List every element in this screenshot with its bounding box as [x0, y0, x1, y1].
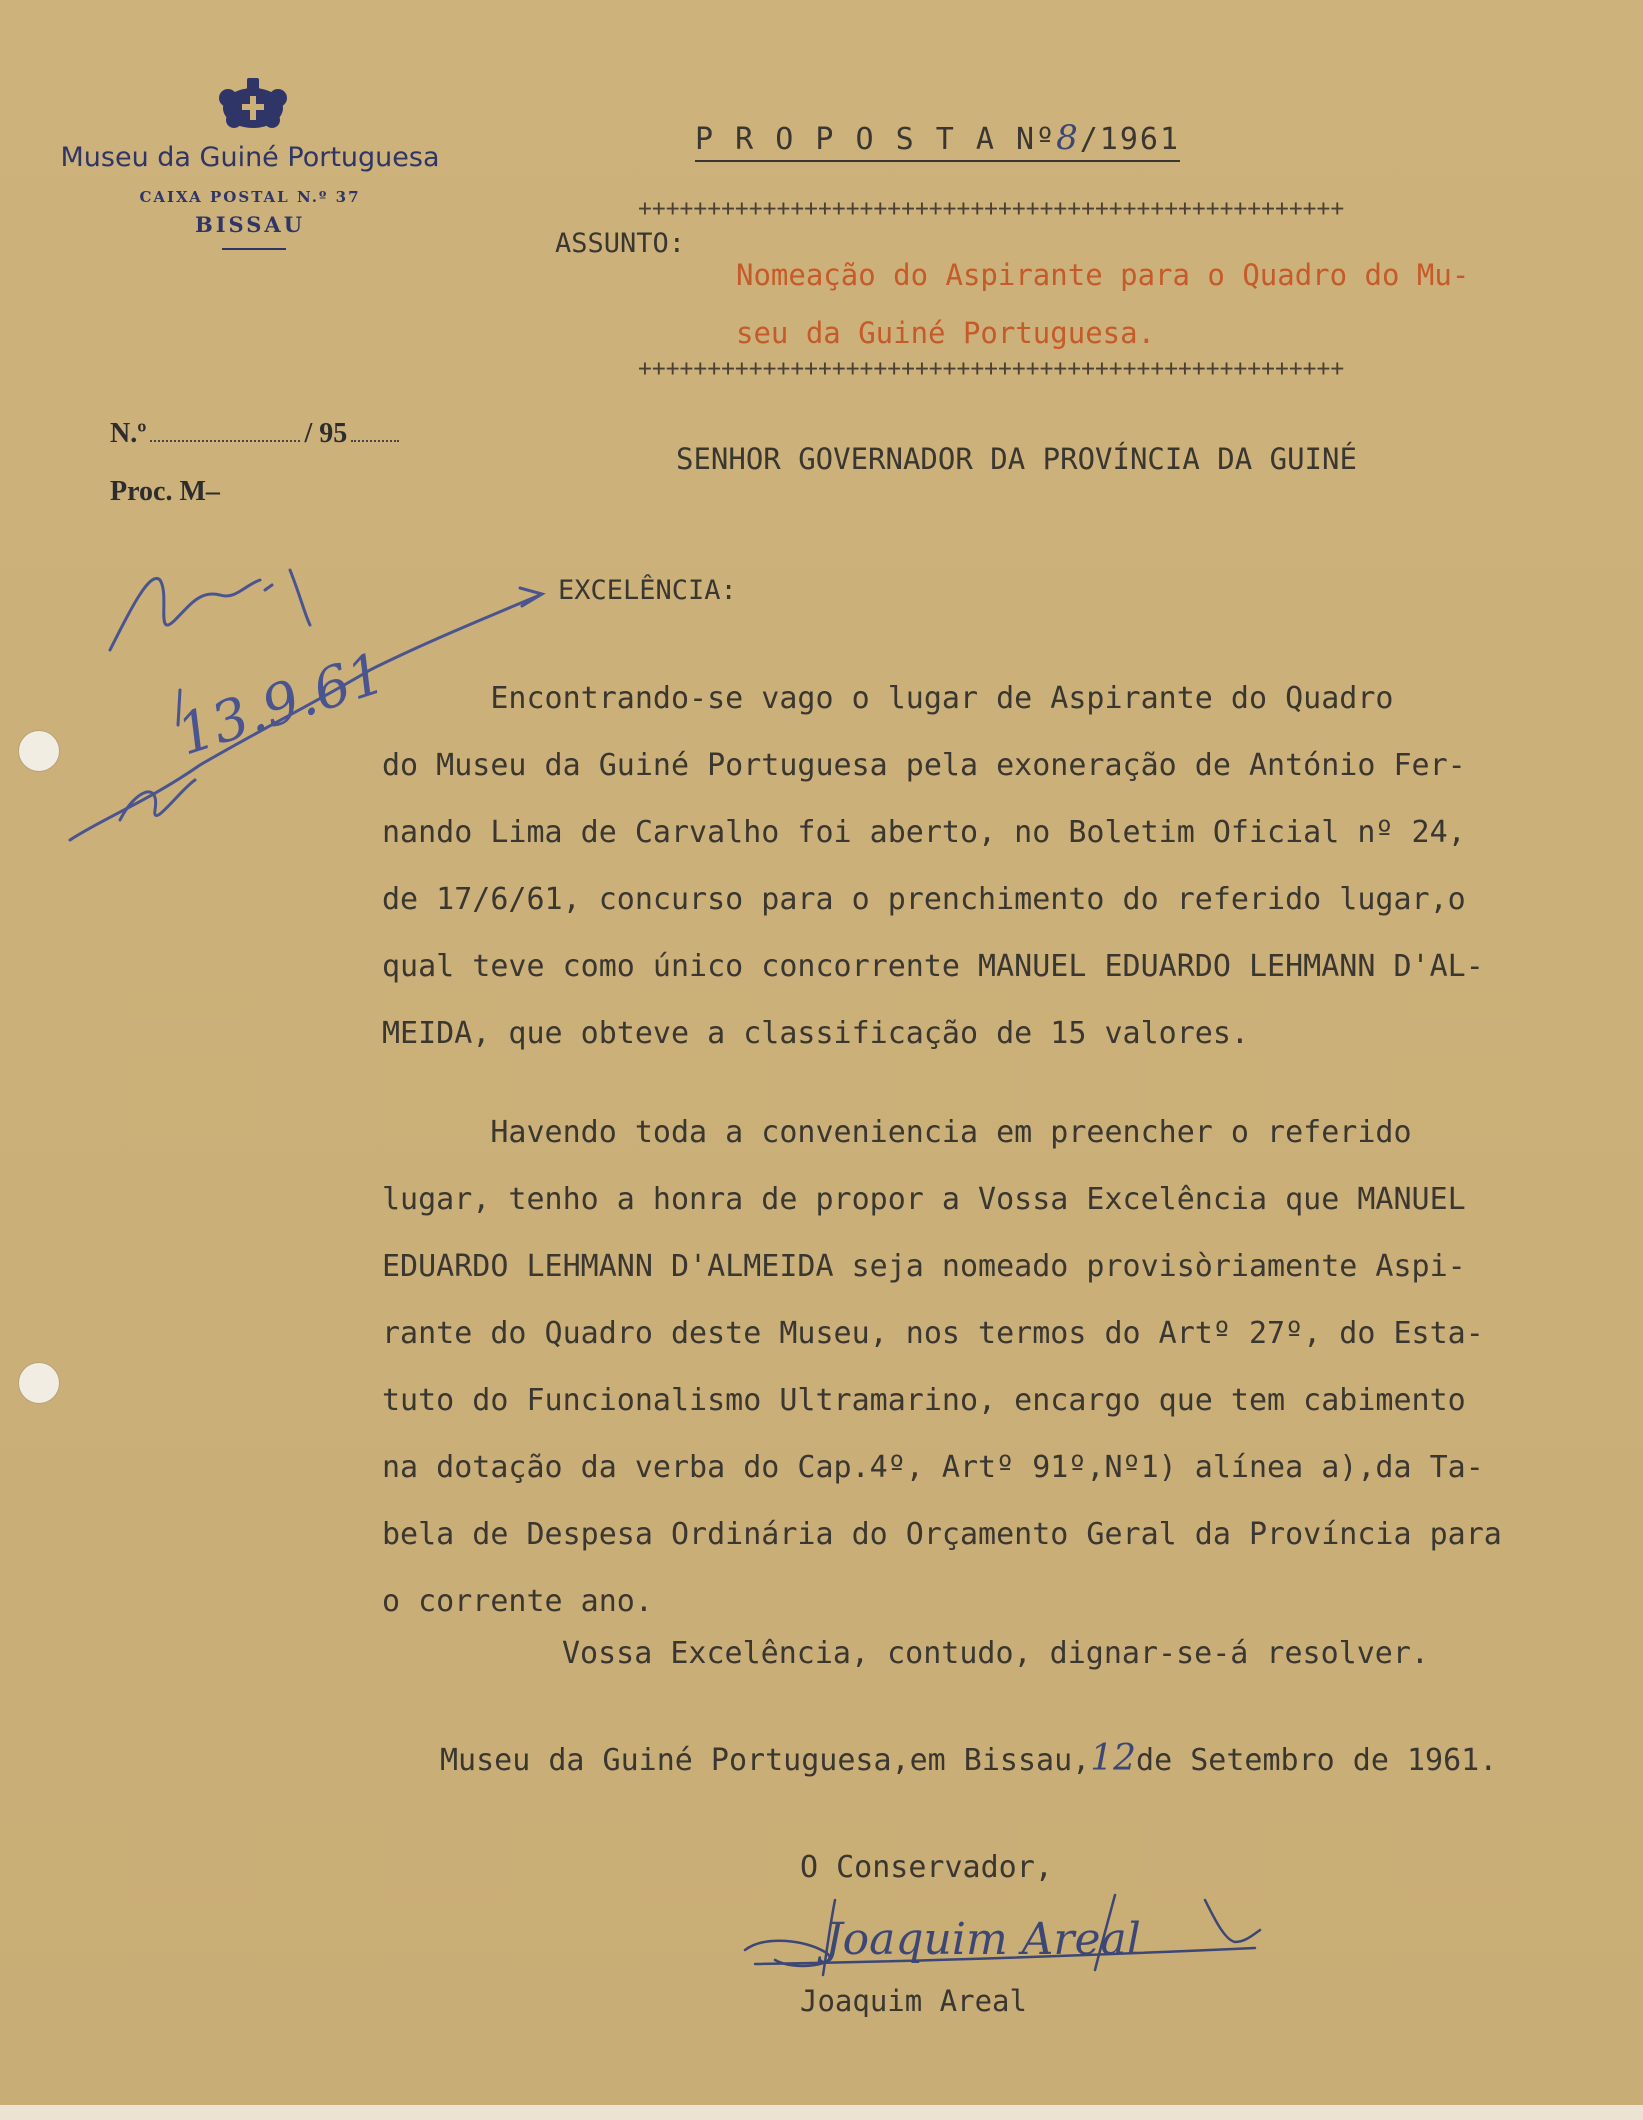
punch-hole — [18, 730, 60, 772]
text-line: bela de Despesa Ordinária do Orçamento Geral da Província para — [382, 1517, 1502, 1552]
signer-role: O Conservador, — [800, 1850, 1053, 1885]
subject-line: Nomeação do Aspirante para o Quadro do Mu- — [736, 258, 1470, 292]
text-line: lugar, tenho a honra de propor a Vossa Excelência que MANUEL — [382, 1182, 1466, 1217]
ref-year-blank — [351, 420, 399, 442]
divider — [222, 248, 286, 250]
text-line: EDUARDO LEHMANN D'ALMEIDA seja nomeado provisòriamente Aspi- — [382, 1249, 1466, 1284]
dateline-month-year: de Setembro de 1961. — [1136, 1743, 1498, 1778]
recipient: SENHOR GOVERNADOR DA PROVÍNCIA DA GUINÉ — [676, 442, 1357, 476]
separator-top: +++++++++++++++++++++++++++++++++++++++++++++++++++ — [638, 196, 1345, 222]
proposal-number: 8 — [1056, 118, 1080, 158]
text-line: nando Lima de Carvalho foi aberto, no Boletim Oficial nº 24, — [382, 815, 1466, 850]
text-line: tuto do Funcionalismo Ultramarino, encargo que tem cabimento — [382, 1383, 1466, 1418]
margin-note-date: 13.9.61 — [169, 640, 393, 769]
text-line: MEIDA, que obteve a classificação de 15 valores. — [382, 1016, 1249, 1051]
salutation: EXCELÊNCIA: — [558, 575, 737, 606]
text-line: na dotação da verba do Cap.4º, Artº 91º,Nº1) alínea a),da Ta- — [382, 1450, 1484, 1485]
subject-line: seu da Guiné Portuguesa. — [736, 316, 1156, 350]
page-edge — [0, 2105, 1643, 2120]
proposal-prefix: P R O P O S T A Nº — [695, 122, 1057, 157]
coat-of-arms-icon — [214, 74, 292, 134]
postal-box: CAIXA POSTAL N.º 37 — [139, 188, 361, 206]
paragraph-1 — [382, 665, 1622, 1067]
signer-name: Joaquim Areal — [800, 1984, 1027, 2018]
paragraph-2 — [382, 1099, 1622, 1635]
text-line: o corrente ano. — [382, 1584, 653, 1619]
dateline — [440, 1738, 1497, 1779]
reference-number — [110, 418, 403, 450]
ref-number-label: N.º — [110, 418, 147, 449]
ref-year: / 95 — [304, 418, 348, 449]
ref-number-blank — [150, 420, 300, 442]
process-label: Proc. M– — [110, 476, 220, 507]
text-line: do Museu da Guiné Portuguesa pela exoneração de António Fer- — [382, 748, 1466, 783]
text-line: de 17/6/61, concurso para o prenchimento do referido lugar,o — [382, 882, 1466, 917]
dateline-place: Museu da Guiné Portuguesa,em Bissau, — [440, 1743, 1091, 1778]
city-name: BISSAU — [194, 212, 306, 237]
text-line: Encontrando-se vago o lugar de Aspirante do Quadro — [382, 681, 1394, 716]
text-line: Havendo toda a conveniencia em preencher o referido — [382, 1115, 1412, 1150]
proposal-title — [695, 118, 1180, 162]
separator-bottom: +++++++++++++++++++++++++++++++++++++++++++++++++++ — [638, 356, 1345, 382]
handwritten-signature — [735, 1880, 1275, 1990]
punch-hole — [18, 1362, 60, 1404]
subject-label: ASSUNTO: — [555, 228, 686, 259]
dateline-day: 12 — [1090, 1738, 1137, 1779]
proposal-year: /1961 — [1079, 122, 1181, 157]
institution-name: Museu da Guiné Portuguesa — [60, 142, 440, 173]
signature-text: Joaquim Areal — [825, 1914, 1141, 1965]
closing-line: Vossa Excelência, contudo, dignar-se-á resolver. — [562, 1636, 1429, 1671]
subject-text — [736, 246, 1576, 362]
text-line: qual teve como único concorrente MANUEL EDUARDO LEHMANN D'AL- — [382, 949, 1484, 984]
text-line: rante do Quadro deste Museu, nos termos do Artº 27º, do Esta- — [382, 1316, 1484, 1351]
